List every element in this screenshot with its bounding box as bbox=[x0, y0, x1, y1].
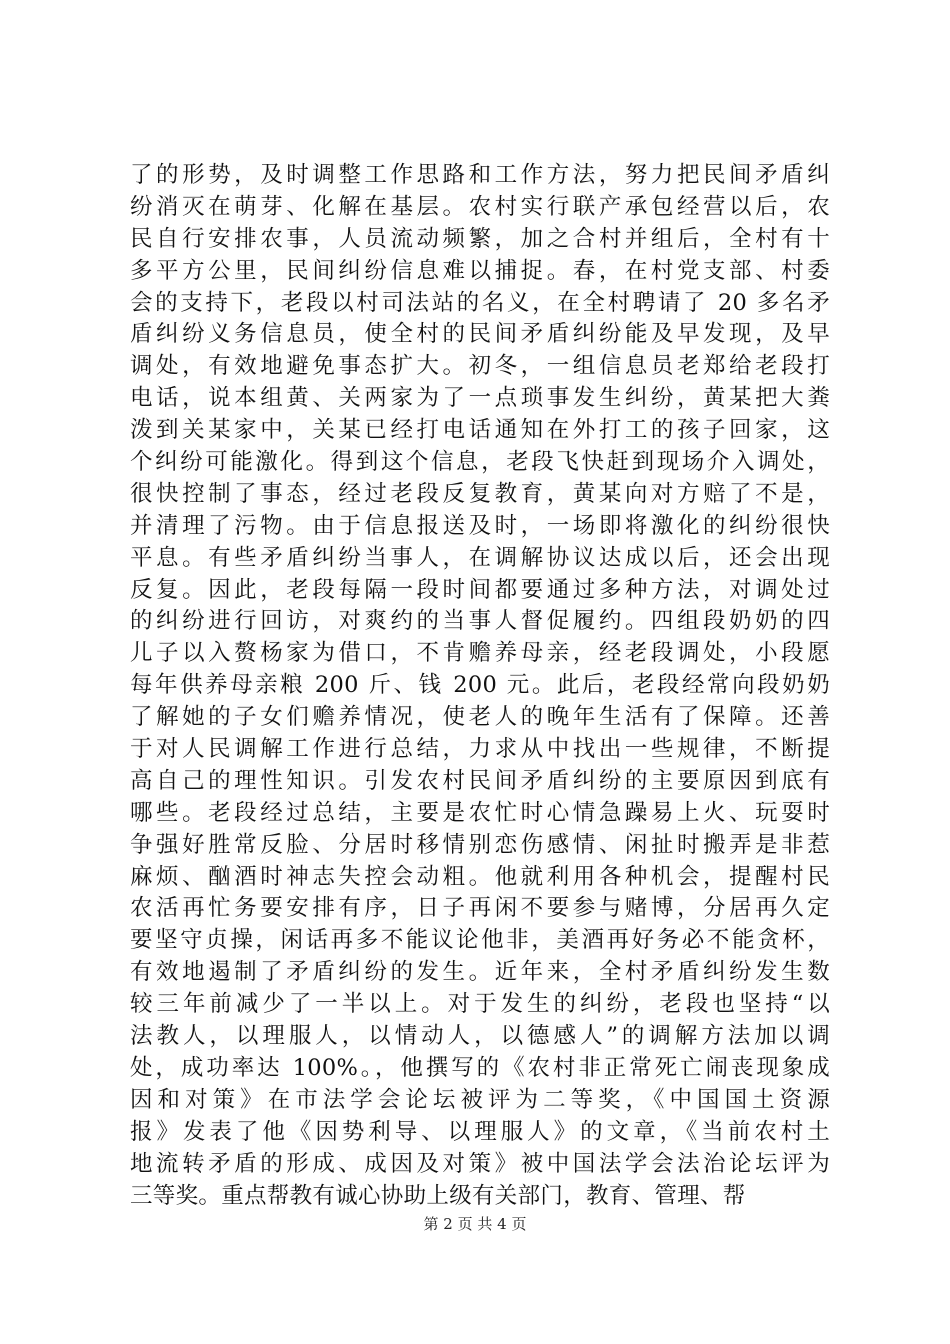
text-line: 处，成功率达 100%。，他撰写的《农村非正常死亡闹丧现象成 bbox=[130, 1054, 830, 1081]
text-line: 地流转矛盾的形成、成因及对策》被中国法学会法治论坛评为 bbox=[130, 1150, 830, 1177]
text-line: 报》发表了他《因势利导、以理服人》的文章，《当前农村土 bbox=[130, 1118, 830, 1145]
text-line: 有效地遏制了矛盾纠纷的发生。近年来，全村矛盾纠纷发生数 bbox=[130, 959, 830, 986]
text-line: 的纠纷进行回访，对爽约的当事人督促履约。四组段奶奶的四 bbox=[130, 608, 830, 635]
text-line: 并清理了污物。由于信息报送及时，一场即将激化的纠纷很快 bbox=[130, 512, 830, 539]
text-line: 盾纠纷义务信息员，使全村的民间矛盾纠纷能及早发现，及早 bbox=[130, 321, 830, 348]
text-line: 要坚守贞操，闲话再多不能议论他非，美酒再好务必不能贪杯， bbox=[130, 927, 830, 954]
text-line: 于对人民调解工作进行总结，力求从中找出一些规律，不断提 bbox=[130, 736, 830, 763]
text-line: 个纠纷可能激化。得到这个信息，老段飞快赶到现场介入调处， bbox=[130, 449, 830, 476]
text-line: 三等奖。重点帮教有诚心协助上级有关部门，教育、管理、帮 bbox=[130, 1182, 746, 1209]
page-number-footer: 第 2 页 共 4 页 bbox=[423, 1215, 527, 1233]
text-line: 会的支持下，老段以村司法站的名义，在全村聘请了 20 多名矛 bbox=[130, 289, 830, 316]
text-line: 电话，说本组黄、关两家为了一点琐事发生纠纷，黄某把大粪 bbox=[130, 385, 830, 412]
text-line: 调处，有效地避免事态扩大。初冬，一组信息员老郑给老段打 bbox=[130, 353, 830, 380]
text-line: 多平方公里，民间纠纷信息难以捕捉。春，在村党支部、村委 bbox=[130, 257, 830, 284]
text-line: 很快控制了事态，经过老段反复教育，黄某向对方赔了不是， bbox=[130, 480, 830, 507]
text-line: 平息。有些矛盾纠纷当事人，在调解协议达成以后，还会出现 bbox=[130, 544, 830, 571]
text-line: 因和对策》在市法学会论坛被评为二等奖，《中国国土资源 bbox=[130, 1086, 830, 1113]
text-line: 农活再忙务要安排有序，日子再闲不要参与赌博，分居再久定 bbox=[130, 895, 830, 922]
text-line: 争强好胜常反脸、分居时移情别恋伤感情、闲扯时搬弄是非惹 bbox=[130, 831, 830, 858]
text-line: 了的形势，及时调整工作思路和工作方法，努力把民间矛盾纠 bbox=[130, 162, 830, 188]
text-line: 每年供养母亲粮 200 斤、钱 200 元。此后，老段经常向段奶奶 bbox=[130, 672, 830, 699]
text-line: 儿子以入赘杨家为借口，不肯赡养母亲，经老段调处，小段愿 bbox=[130, 640, 830, 667]
text-line: 泼到关某家中，关某已经打电话通知在外打工的孩子回家，这 bbox=[130, 417, 830, 444]
text-line: 高自己的理性知识。引发农村民间矛盾纠纷的主要原因到底有 bbox=[130, 767, 830, 794]
text-line: 法教人，以理服人，以情动人，以德感人”的调解方法加以调 bbox=[130, 1023, 830, 1050]
text-line: 哪些。老段经过总结，主要是农忙时心情急躁易上火、玩耍时 bbox=[130, 799, 830, 826]
text-line: 麻烦、酗酒时神志失控会动粗。他就利用各种机会，提醒村民 bbox=[130, 863, 830, 890]
body-text bbox=[130, 160, 830, 1212]
text-line: 了解她的子女们赡养情况，使老人的晚年生活有了保障。还善 bbox=[130, 704, 830, 731]
text-line: 较三年前减少了一半以上。对于发生的纠纷，老段也坚持“以 bbox=[130, 991, 830, 1018]
text-line: 纷消灭在萌芽、化解在基层。农村实行联产承包经营以后，农 bbox=[130, 193, 830, 220]
text-line: 反复。因此，老段每隔一段时间都要通过多种方法，对调处过 bbox=[130, 576, 830, 603]
text-line: 民自行安排农事，人员流动频繁，加之合村并组后，全村有十 bbox=[130, 225, 830, 252]
